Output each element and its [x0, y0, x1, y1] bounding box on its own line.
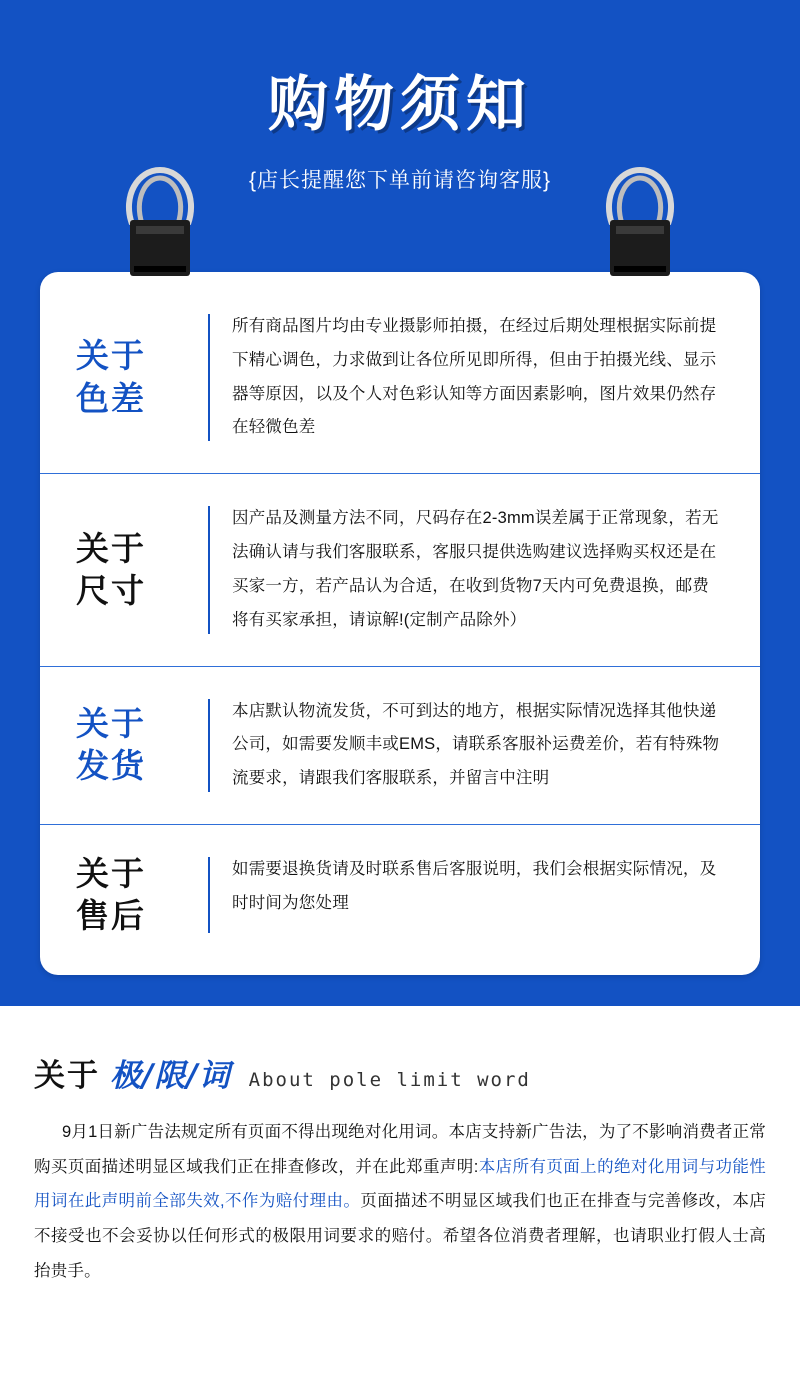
- page-title: 购物须知: [268, 70, 532, 140]
- row-divider: [208, 314, 210, 441]
- notice-label-shipping: [76, 695, 208, 796]
- notice-card: [40, 272, 760, 975]
- notice-label-after-sales: [76, 853, 208, 937]
- label-line-1: 关于: [76, 703, 146, 743]
- heading-part-1: 关于: [34, 1058, 100, 1094]
- disclaimer-highlight: 本店所有页面上的绝对化用词与功能性用词在此声明前全部失效,不作为赔付理由。: [34, 1157, 767, 1211]
- heading-part-2: 极/限/词: [110, 1058, 231, 1094]
- heading-english: About pole limit word: [248, 1069, 531, 1091]
- label-line-2: 发货: [76, 746, 146, 786]
- page-subtitle: {店长提醒您下单前请咨询客服}: [248, 169, 552, 192]
- notice-row: [40, 473, 760, 665]
- notice-label-color-difference: [76, 310, 208, 445]
- section-heading: [34, 1050, 766, 1095]
- label-line-2: 售后: [76, 896, 146, 936]
- notice-text-shipping: 本店默认物流发货，不可到达的地方，根据实际情况选择其他快递公司，如需要发顺丰或EMS，请联系客服补运费差价，若有特殊物流要求，请跟我们客服联系，并留言中注明: [232, 701, 720, 788]
- label-line-1: 关于: [76, 336, 146, 376]
- label-line-2: 尺寸: [76, 570, 146, 610]
- label-line-1: 关于: [76, 528, 146, 568]
- notice-text-color-difference: 所有商品图片均由专业摄影师拍摄，在经过后期处理根据实际前提下精心调色，力求做到让各位所见即所得，但由于拍摄光线、显示器等原因，以及个人对色彩认知等方面因素影响，图片效果仍然存在轻微色差: [232, 317, 717, 437]
- disclaimer-part-1: 9月1日新广告法规定所有页面不得出现绝对化用词。本店支持新广告法，为了不影响消费者正常购买页面描述明显区域我们正在排查修改，并在此郑重声明:: [34, 1123, 766, 1176]
- row-divider: [208, 857, 210, 933]
- binder-clip-icon: [592, 162, 688, 282]
- pole-limit-word-section: [0, 1006, 800, 1328]
- disclaimer-paragraph: [34, 1115, 766, 1288]
- disclaimer-part-2: 页面描述不明显区域我们也正在排查与完善修改，本店不接受也不会妥协以任何形式的极限用词要求的赔付。希望各位消费者理解，也请职业打假人士高抬贵手。: [34, 1192, 766, 1280]
- label-line-2: 色差: [76, 378, 146, 418]
- notice-row: [40, 824, 760, 965]
- notice-text-after-sales: 如需要退换货请及时联系售后客服说明，我们会根据实际情况，及时时间为您处理: [232, 859, 717, 912]
- notice-text-size: 因产品及测量方法不同，尺码存在2-3mm误差属于正常现象，若无法确认请与我们客服联系，客服只提供选购建议选择购买权还是在买家一方，若产品认为合适，在收到货物7天内可免费退换，邮费将有买家承担，请谅解!(定制产品除外）: [232, 509, 719, 629]
- row-divider: [208, 506, 210, 633]
- notice-row: [40, 282, 760, 473]
- binder-clip-icon: [112, 162, 208, 282]
- row-divider: [208, 699, 210, 792]
- label-line-1: 关于: [76, 853, 146, 893]
- notice-label-size: [76, 502, 208, 637]
- notice-row: [40, 666, 760, 824]
